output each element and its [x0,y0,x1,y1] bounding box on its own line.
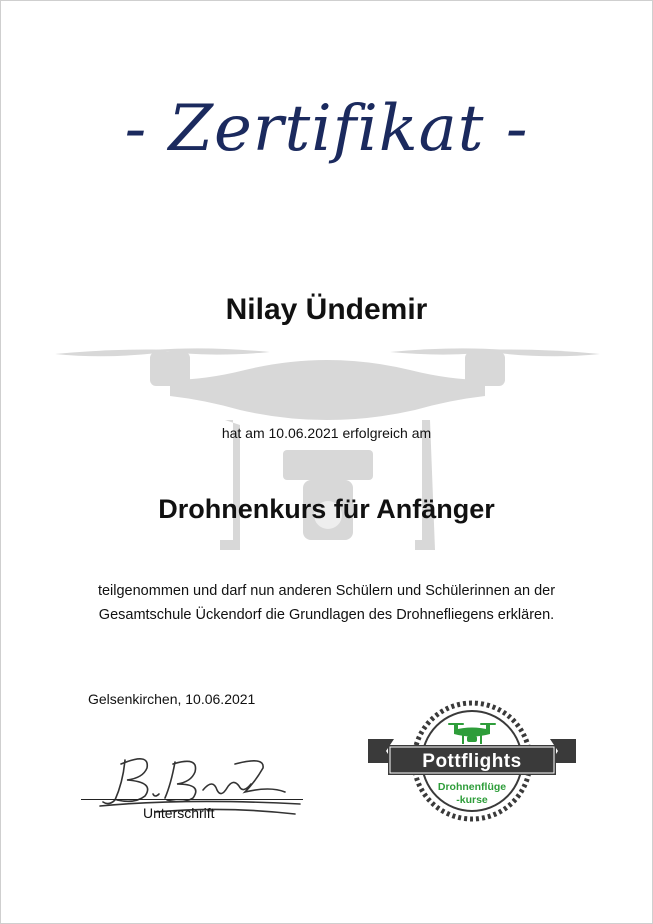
recipient-name: Nilay Ündemir [225,293,428,326]
logo-sub1-text: Drohnenflüge [437,781,507,793]
signature-label: Unterschrift [143,805,215,821]
course-name: Drohnenkurs für Anfänger [158,494,495,524]
body-line-2: Gesamtschule Ückendorf die Grundlagen des Drohnefliegens erklären. [98,607,555,623]
pottflights-logo [366,697,578,825]
signature-line [81,799,303,800]
place-and-date: Gelsenkirchen, 10.06.2021 [88,691,256,707]
logo-name-text: Pottflights [422,751,522,772]
certificate-body [40,579,613,627]
body-line-1: teilgenommen und darf nun anderen Schülern und Schülerinnen an der [97,583,556,599]
certificate-title: - Zertifikat - [124,92,529,166]
logo-sub2-text: -kurse [456,794,488,806]
completion-date-line: hat am 10.06.2021 erfolgreich am [221,425,432,441]
